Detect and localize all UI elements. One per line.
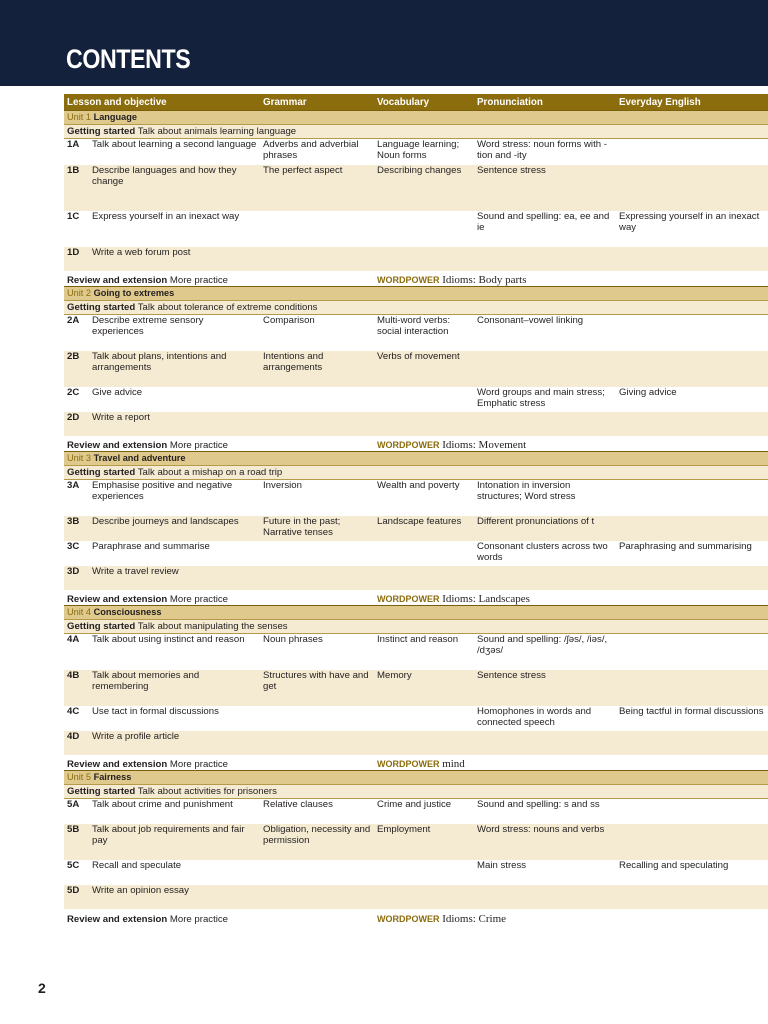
lesson-code: 1A xyxy=(67,139,80,150)
header-vocabulary: Vocabulary xyxy=(374,94,474,111)
lesson-everyday-english xyxy=(616,824,768,860)
review-label: Review and extension xyxy=(67,275,168,286)
header-lesson: Lesson and objective xyxy=(64,94,260,111)
review-row xyxy=(64,909,768,925)
lesson-vocabulary: Landscape features xyxy=(374,516,474,541)
lesson-row xyxy=(64,516,768,541)
contents-table xyxy=(64,94,768,925)
unit-row xyxy=(64,606,768,620)
review-row xyxy=(64,755,768,771)
wordpower-label: WORDPOWER xyxy=(377,275,440,285)
getting-started-cell xyxy=(64,125,768,139)
lesson-code: 4B xyxy=(64,670,89,706)
wordpower-cell xyxy=(374,590,768,606)
lesson-grammar: Relative clauses xyxy=(263,799,333,810)
lesson-grammar xyxy=(260,706,374,731)
review-label: Review and extension xyxy=(67,440,168,451)
lesson-pronunciation xyxy=(474,412,616,436)
unit-title: Language xyxy=(93,112,137,122)
lesson-everyday-english xyxy=(616,670,768,706)
wordpower-text: Idioms: Landscapes xyxy=(442,593,530,605)
getting-started-label: Getting started xyxy=(67,126,136,137)
contents-body xyxy=(64,111,768,925)
lesson-pronunciation xyxy=(474,351,616,387)
unit-label: Unit 2 xyxy=(67,288,92,298)
getting-started-text: Talk about animals learning language xyxy=(137,126,297,137)
review-row xyxy=(64,590,768,606)
lesson-code: 1D xyxy=(64,247,89,271)
getting-started-text: Talk about tolerance of extreme conditions xyxy=(137,302,318,313)
lesson-everyday-english: Recalling and speculating xyxy=(619,859,729,871)
lesson-pronunciation: Word groups and main stress; Emphatic stress xyxy=(477,386,605,409)
lesson-code: 4A xyxy=(67,634,80,645)
lesson-pronunciation: Sound and spelling: s and ss xyxy=(477,799,600,810)
lesson-vocabulary: Describing changes xyxy=(374,165,474,211)
lesson-code: 3B xyxy=(64,516,89,541)
lesson-objective: Talk about job requirements and fair pay xyxy=(89,824,260,860)
lesson-everyday-english xyxy=(616,566,768,590)
lesson-pronunciation: Sentence stress xyxy=(474,670,616,706)
lesson-row xyxy=(64,566,768,590)
lesson-vocabulary xyxy=(374,731,474,755)
review-text: More practice xyxy=(169,275,229,286)
lesson-vocabulary: Crime and justice xyxy=(377,799,452,810)
getting-started-text: Talk about a mishap on a road trip xyxy=(137,467,283,478)
lesson-grammar xyxy=(260,566,374,590)
lesson-objective: Talk about memories and remembering xyxy=(89,670,260,706)
lesson-row xyxy=(64,139,768,165)
lesson-objective: Write a profile article xyxy=(89,731,260,755)
lesson-grammar xyxy=(260,387,374,412)
lesson-row xyxy=(64,247,768,271)
getting-started-row xyxy=(64,785,768,799)
lesson-everyday-english: Paraphrasing and summarising xyxy=(619,540,752,552)
lesson-pronunciation: Intonation in inversion structures; Word stress xyxy=(477,480,576,502)
lesson-vocabulary xyxy=(374,706,474,731)
review-text: More practice xyxy=(169,913,229,925)
lesson-code: 4D xyxy=(64,731,89,755)
lesson-vocabulary: Multi-word verbs: social interaction xyxy=(377,315,451,337)
lesson-pronunciation: Different pronunciations of t xyxy=(474,516,616,541)
lesson-objective: Write a report xyxy=(89,412,260,436)
lesson-pronunciation: Sentence stress xyxy=(474,165,616,211)
unit-title: Travel and adventure xyxy=(93,453,186,463)
lesson-code: 2A xyxy=(67,315,80,326)
lesson-vocabulary: Memory xyxy=(374,670,474,706)
lesson-grammar: Future in the past; Narrative tenses xyxy=(260,516,374,541)
lesson-objective: Talk about using instinct and reason xyxy=(92,634,245,645)
lesson-grammar: Comparison xyxy=(263,315,315,326)
wordpower-cell xyxy=(374,909,768,925)
review-cell xyxy=(64,755,374,771)
lesson-pronunciation xyxy=(474,731,616,755)
lesson-pronunciation xyxy=(474,566,616,590)
lesson-everyday-english xyxy=(616,315,768,351)
lesson-vocabulary xyxy=(374,566,474,590)
lesson-grammar xyxy=(260,412,374,436)
lesson-everyday-english: Giving advice xyxy=(619,386,677,398)
review-label: Review and extension xyxy=(67,759,168,770)
lesson-row xyxy=(64,670,768,706)
lesson-objective: Recall and speculate xyxy=(92,859,182,871)
getting-started-cell xyxy=(64,785,768,799)
lesson-objective: Use tact in formal discussions xyxy=(92,705,219,717)
lesson-vocabulary xyxy=(374,211,474,247)
lesson-vocabulary xyxy=(374,541,474,566)
lesson-row xyxy=(64,799,768,824)
review-label: Review and extension xyxy=(67,913,168,925)
unit-label: Unit 1 xyxy=(67,112,92,122)
review-cell xyxy=(64,590,374,606)
unit-row xyxy=(64,287,768,301)
lesson-pronunciation: Word stress: nouns and verbs xyxy=(474,824,616,860)
lesson-row xyxy=(64,315,768,351)
unit-title: Going to extremes xyxy=(93,288,175,298)
lesson-row xyxy=(64,824,768,860)
wordpower-text: mind xyxy=(442,758,465,770)
lesson-code: 1C xyxy=(67,210,80,222)
lesson-objective: Describe extreme sensory experiences xyxy=(92,315,204,337)
lesson-row xyxy=(64,731,768,755)
review-text: More practice xyxy=(169,759,229,770)
lesson-pronunciation xyxy=(474,247,616,271)
getting-started-label: Getting started xyxy=(67,467,136,478)
lesson-everyday-english xyxy=(616,480,768,516)
lesson-everyday-english xyxy=(616,634,768,670)
lesson-code: 4C xyxy=(67,705,80,717)
page-title: CONTENTS xyxy=(66,44,191,74)
getting-started-text: Talk about manipulating the senses xyxy=(137,621,288,632)
unit-label: Unit 4 xyxy=(67,607,92,617)
getting-started-cell xyxy=(64,301,768,315)
lesson-everyday-english xyxy=(616,516,768,541)
review-text: More practice xyxy=(169,594,229,605)
wordpower-label: WORDPOWER xyxy=(377,594,440,604)
lesson-code: 3D xyxy=(64,566,89,590)
lesson-everyday-english xyxy=(616,139,768,165)
lesson-grammar xyxy=(260,885,374,909)
lesson-pronunciation: Main stress xyxy=(477,859,527,871)
lesson-code: 3C xyxy=(67,540,80,552)
lesson-vocabulary xyxy=(374,412,474,436)
lesson-everyday-english: Being tactful in formal discussions xyxy=(619,705,764,717)
lesson-vocabulary: Wealth and poverty xyxy=(377,480,460,491)
lesson-everyday-english xyxy=(616,165,768,211)
lesson-everyday-english xyxy=(616,247,768,271)
unit-row xyxy=(64,111,768,125)
lesson-everyday-english xyxy=(616,885,768,909)
lesson-code: 5A xyxy=(67,799,80,810)
lesson-objective: Write an opinion essay xyxy=(89,885,260,909)
getting-started-row xyxy=(64,301,768,315)
header-pronunciation: Pronunciation xyxy=(474,94,616,111)
lesson-code: 5B xyxy=(64,824,89,860)
getting-started-label: Getting started xyxy=(67,302,136,313)
unit-heading xyxy=(64,771,768,785)
wordpower-label: WORDPOWER xyxy=(377,759,440,769)
unit-label: Unit 3 xyxy=(67,453,92,463)
lesson-grammar: Adverbs and adverbial phrases xyxy=(263,139,359,161)
lesson-objective: Paraphrase and summarise xyxy=(92,540,210,552)
wordpower-text: Idioms: Movement xyxy=(442,439,527,451)
lesson-vocabulary xyxy=(374,885,474,909)
getting-started-cell xyxy=(64,466,768,480)
lesson-code: 5C xyxy=(67,859,80,871)
getting-started-label: Getting started xyxy=(67,786,136,797)
review-text: More practice xyxy=(169,440,229,451)
lesson-row xyxy=(64,412,768,436)
lesson-grammar: The perfect aspect xyxy=(260,165,374,211)
wordpower-text: Idioms: Crime xyxy=(442,912,507,925)
lesson-code: 2C xyxy=(67,386,80,398)
wordpower-label: WORDPOWER xyxy=(377,913,440,924)
getting-started-label: Getting started xyxy=(67,621,136,632)
header-everyday-english: Everyday English xyxy=(616,94,768,111)
lesson-code: 5D xyxy=(64,885,89,909)
lesson-row xyxy=(64,634,768,670)
wordpower-cell xyxy=(374,755,768,771)
getting-started-text: Talk about activities for prisoners xyxy=(137,786,277,797)
lesson-objective: Write a travel review xyxy=(89,566,260,590)
lesson-code: 1B xyxy=(64,165,89,211)
lesson-grammar xyxy=(260,541,374,566)
lesson-objective: Give advice xyxy=(92,386,143,398)
review-row xyxy=(64,271,768,287)
lesson-vocabulary: Verbs of movement xyxy=(374,351,474,387)
wordpower-text: Idioms: Body parts xyxy=(442,274,527,286)
lesson-objective: Describe journeys and landscapes xyxy=(89,516,260,541)
getting-started-row xyxy=(64,620,768,634)
lesson-row xyxy=(64,387,768,412)
getting-started-row xyxy=(64,466,768,480)
lesson-vocabulary xyxy=(374,387,474,412)
lesson-everyday-english xyxy=(616,799,768,824)
getting-started-cell xyxy=(64,620,768,634)
lesson-vocabulary: Employment xyxy=(374,824,474,860)
lesson-grammar xyxy=(260,731,374,755)
unit-row xyxy=(64,771,768,785)
lesson-grammar xyxy=(260,211,374,247)
lesson-pronunciation: Sound and spelling: /ʃəs/, /iəs/, /dʒəs/ xyxy=(477,634,608,656)
lesson-code: 2D xyxy=(64,412,89,436)
lesson-vocabulary: Language learning; Noun forms xyxy=(377,139,460,161)
unit-heading xyxy=(64,452,768,466)
lesson-objective: Emphasise positive and negative experiences xyxy=(92,480,233,502)
wordpower-cell xyxy=(374,271,768,287)
lesson-grammar xyxy=(260,860,374,885)
review-cell xyxy=(64,271,374,287)
page-header xyxy=(0,0,768,86)
lesson-pronunciation: Sound and spelling: ea, ee and ie xyxy=(477,210,610,233)
lesson-row xyxy=(64,860,768,885)
unit-heading xyxy=(64,111,768,125)
lesson-row xyxy=(64,351,768,387)
lesson-grammar: Obligation, necessity and permission xyxy=(260,824,374,860)
lesson-pronunciation: Word stress: noun forms with -tion and -ity xyxy=(477,139,607,161)
lesson-everyday-english: Expressing yourself in an inexact way xyxy=(619,210,760,233)
lesson-row xyxy=(64,706,768,731)
lesson-everyday-english xyxy=(616,351,768,387)
lesson-code: 2B xyxy=(64,351,89,387)
unit-heading xyxy=(64,606,768,620)
lesson-grammar: Intentions and arrangements xyxy=(260,351,374,387)
lesson-pronunciation: Homophones in words and connected speech xyxy=(477,705,592,728)
lesson-row xyxy=(64,885,768,909)
lesson-row xyxy=(64,211,768,247)
lesson-grammar xyxy=(260,247,374,271)
lesson-row xyxy=(64,480,768,516)
lesson-vocabulary xyxy=(374,860,474,885)
review-row xyxy=(64,436,768,452)
lesson-vocabulary: Instinct and reason xyxy=(377,634,459,645)
lesson-grammar: Inversion xyxy=(263,480,302,491)
lesson-grammar: Noun phrases xyxy=(263,634,323,645)
unit-title: Fairness xyxy=(93,772,132,782)
lesson-everyday-english xyxy=(616,731,768,755)
lesson-grammar: Structures with have and get xyxy=(260,670,374,706)
wordpower-label: WORDPOWER xyxy=(377,440,440,450)
wordpower-cell xyxy=(374,436,768,452)
lesson-vocabulary xyxy=(374,247,474,271)
lesson-pronunciation: Consonant clusters across two words xyxy=(477,540,608,563)
unit-heading xyxy=(64,287,768,301)
review-cell xyxy=(64,909,374,925)
header-grammar: Grammar xyxy=(260,94,374,111)
lesson-row xyxy=(64,165,768,211)
lesson-objective: Talk about crime and punishment xyxy=(92,799,233,810)
lesson-pronunciation: Consonant–vowel linking xyxy=(477,315,584,326)
table-header-row xyxy=(64,94,768,111)
getting-started-row xyxy=(64,125,768,139)
lesson-code: 3A xyxy=(67,480,80,491)
lesson-objective: Talk about learning a second language xyxy=(92,139,257,150)
unit-row xyxy=(64,452,768,466)
lesson-pronunciation xyxy=(474,885,616,909)
lesson-objective: Describe languages and how they change xyxy=(89,165,260,211)
lesson-row xyxy=(64,541,768,566)
lesson-objective: Write a web forum post xyxy=(89,247,260,271)
review-cell xyxy=(64,436,374,452)
unit-title: Consciousness xyxy=(93,607,162,617)
review-label: Review and extension xyxy=(67,594,168,605)
lesson-objective: Talk about plans, intentions and arrangements xyxy=(89,351,260,387)
page-number: 2 xyxy=(38,980,46,996)
unit-label: Unit 5 xyxy=(67,772,92,782)
lesson-everyday-english xyxy=(616,412,768,436)
lesson-objective: Express yourself in an inexact way xyxy=(92,210,240,222)
